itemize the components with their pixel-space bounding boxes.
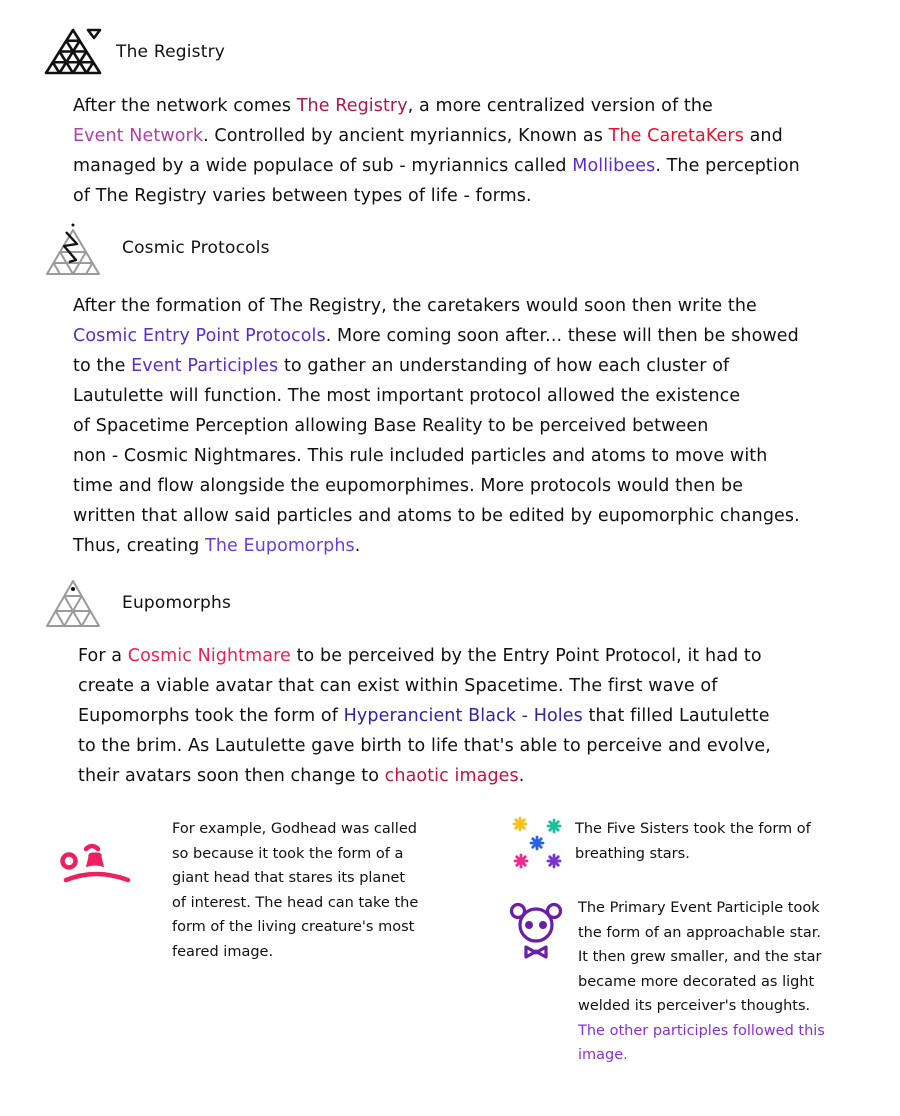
text-run: managed by a wide populace of sub - myriannics called [73,156,573,176]
highlighted-term: Event Network [73,126,204,146]
skull-bow-icon [509,900,571,962]
highlighted-term: The other participles followed this [578,1022,825,1039]
text-run: time and flow alongside the eupomorphimes. More protocols would then be [73,476,744,496]
text-run: Thus, creating [73,536,206,556]
text-line [73,441,800,471]
text-line [78,701,771,731]
highlighted-term: Cosmic Nightmare [127,646,291,666]
text-run: that filled Lautulette [582,706,770,726]
text-line [578,896,825,921]
text-run: For a [78,646,128,666]
star-shape [515,855,527,867]
paragraph-protocols [73,291,800,561]
text-line [578,1043,825,1068]
text-run: giant head that stares its planet [172,870,406,886]
text-run: . [354,536,361,556]
example-sisters-text [575,817,811,866]
highlighted-term: chaotic images [384,766,519,786]
text-line [78,641,771,671]
triangle-eye-icon [44,578,104,630]
text-line [73,501,800,531]
triangle-lightning-icon [44,222,104,278]
example-primary-text [578,896,825,1068]
text-line [172,891,418,916]
text-run: to the [73,356,132,376]
text-line [73,151,800,181]
highlighted-term: Mollibees [572,156,656,176]
text-run: . [518,766,525,786]
text-line [73,411,800,441]
highlighted-term: Hyperancient Black - Holes [343,706,583,726]
text-run: their avatars soon then change to [78,766,385,786]
text-run: the form of an approachable star. [578,924,821,941]
star-shape [531,837,543,849]
text-run: and [743,126,783,146]
example-godhead-text [172,817,418,964]
text-line [73,351,800,381]
text-line [73,381,800,411]
text-line [575,842,811,867]
text-line [578,1019,825,1044]
text-line [578,970,825,995]
text-line [73,91,800,121]
text-run: , a more centralized version of the [407,96,713,116]
text-line [73,291,800,321]
sad-face-icon [56,830,136,890]
triangle-grid-icon [44,26,104,76]
text-line [172,842,418,867]
text-line [73,321,800,351]
text-run: After the formation of The Registry, the caretakers would soon then write the [73,296,757,316]
text-run: to the brim. As Lautulette gave birth to life that's able to perceive and evolve, [78,736,771,756]
text-line [575,817,811,842]
text-run: feared image. [172,943,274,960]
text-line [73,471,800,501]
text-line [172,940,418,965]
text-run: . The perception [655,156,800,176]
text-run: Eupomorphs took the form of [78,706,344,726]
text-run: became more decorated as light [578,973,815,990]
text-run: Lautulette will function. The most important protocol allowed the existence [73,386,741,406]
text-run: . Controlled by ancient myriannics, Known as [203,126,609,146]
text-run: non - Cosmic Nightmares. This rule included particles and atoms to move with [73,446,768,466]
section-title-protocols: Cosmic Protocols [122,238,270,258]
text-line [578,921,825,946]
text-line [73,121,800,151]
text-run: of The Registry varies between types of life - forms. [73,186,532,206]
text-run: breathing stars. [575,845,690,862]
text-line [78,761,771,791]
text-run: written that allow said particles and atoms to be edited by eupomorphic changes. [73,506,800,526]
star-shape [514,818,526,830]
text-line [172,817,418,842]
text-run: The Primary Event Participle took [578,900,820,916]
text-run: welded its perceiver's thoughts. [578,998,811,1014]
text-line [172,866,418,891]
text-run: . More coming soon after... these will then be showed [325,326,799,346]
text-line [73,181,800,211]
paragraph-registry [73,91,800,211]
text-run: to gather an understanding of how each cluster of [278,356,730,376]
text-run: The Five Sisters took the form of [575,821,811,837]
text-run: After the network comes [73,96,297,116]
text-run: of interest. The head can take the [172,894,419,911]
text-run: to be perceived by the Entry Point Protocol, it had to [290,646,762,666]
highlighted-term: The CaretaKers [608,126,744,146]
highlighted-term: Cosmic Entry Point Protocols [73,326,326,346]
text-run: It then grew smaller, and the star [578,949,822,965]
text-run: form of the living creature's most [172,919,415,935]
section-title-eupomorphs: Eupomorphs [122,593,232,613]
highlighted-term: The Eupomorphs [205,536,355,556]
text-line [78,731,771,761]
text-run: For example, Godhead was called [172,821,417,837]
text-line [78,671,771,701]
five-stars-icon [508,814,568,874]
star-shape [548,820,560,832]
highlighted-term: Event Participles [131,356,279,376]
star-shape [548,855,560,867]
highlighted-term: image. [578,1047,628,1063]
section-title-registry: The Registry [116,42,226,62]
text-line [578,994,825,1019]
text-line [172,915,418,940]
text-run: of Spacetime Perception allowing Base Reality to be perceived between [73,416,709,436]
paragraph-eupomorphs [78,641,771,791]
text-run: so because it took the form of a [172,845,404,862]
text-line [578,945,825,970]
text-run: create a viable avatar that can exist within Spacetime. The first wave of [78,676,718,696]
highlighted-term: The Registry [296,96,408,116]
text-line [73,531,800,561]
